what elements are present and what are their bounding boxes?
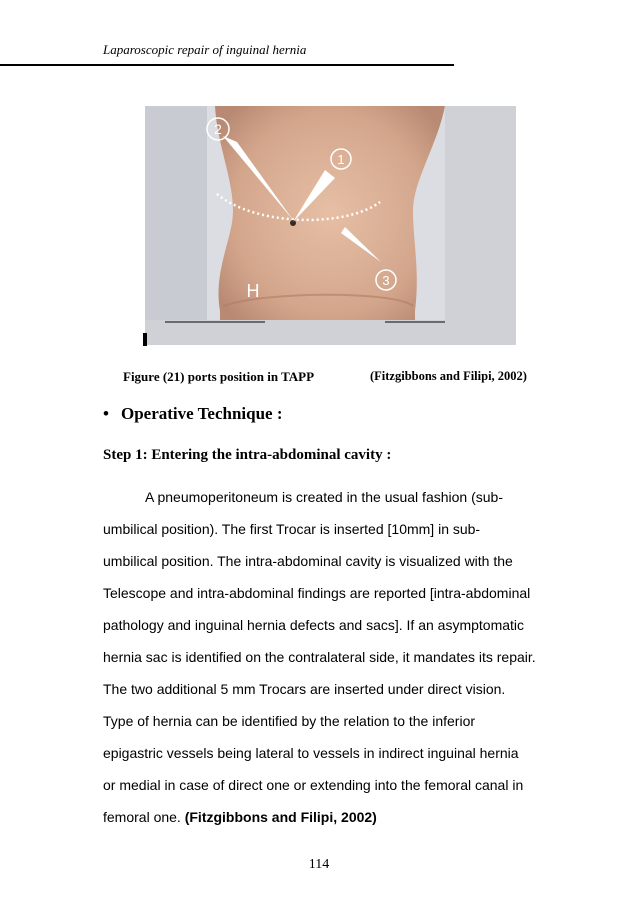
page-number: 114 (308, 857, 330, 872)
figure-citation: (Fitzgibbons and Filipi, 2002) (370, 369, 527, 383)
paragraph-citation: (Fitzgibbons and Filipi, 2002) (184, 809, 377, 825)
paragraph-last-line (103, 806, 563, 838)
paragraph-line: Telescope and intra-abdominal findings are reported [intra-abdominal (103, 585, 531, 601)
step-heading: Step 1: Entering the intra-abdominal cavity : (103, 447, 392, 463)
port-3-label: 3 (382, 273, 390, 288)
abdomen-illustration (145, 106, 516, 345)
paragraph-line: pathology and inguinal hernia defects and sacs]. If an asymptomatic (103, 617, 525, 633)
paragraph-line: epigastric vessels being lateral to vessels in indirect inguinal hernia (103, 745, 519, 761)
paragraph-line: hernia sac is identified on the contralateral side, it mandates its repair. (103, 649, 536, 665)
paragraph-line: umbilical position). The first Trocar is inserted [10mm] in sub- (103, 521, 481, 537)
hernia-label: H (246, 281, 260, 301)
figure-margin-mark (143, 333, 147, 346)
figure-abdomen-ports (145, 106, 516, 345)
paragraph-line: umbilical position. The intra-abdominal cavity is visualized with the (103, 553, 513, 569)
port-2-label: 2 (214, 121, 222, 137)
section-heading (103, 404, 283, 424)
bullet-icon: • (103, 404, 109, 423)
figure-caption: Figure (21) ports position in TAPP (123, 369, 315, 384)
paragraph-line: A pneumoperitoneum is created in the usual fashion (sub- (145, 489, 503, 505)
running-header: Laparoscopic repair of inguinal hernia (103, 42, 307, 57)
paragraph-line: femoral one. (103, 809, 181, 825)
section-title: Operative Technique : (121, 404, 283, 423)
header-rule (0, 64, 454, 66)
paragraph-line: Type of hernia can be identified by the relation to the inferior (103, 713, 476, 729)
paragraph-line: or medial in case of direct one or extending into the femoral canal in (103, 777, 524, 793)
paragraph-line: The two additional 5 mm Trocars are inserted under direct vision. (103, 681, 506, 697)
port-1-label: 1 (337, 152, 345, 167)
paragraph (103, 486, 563, 838)
